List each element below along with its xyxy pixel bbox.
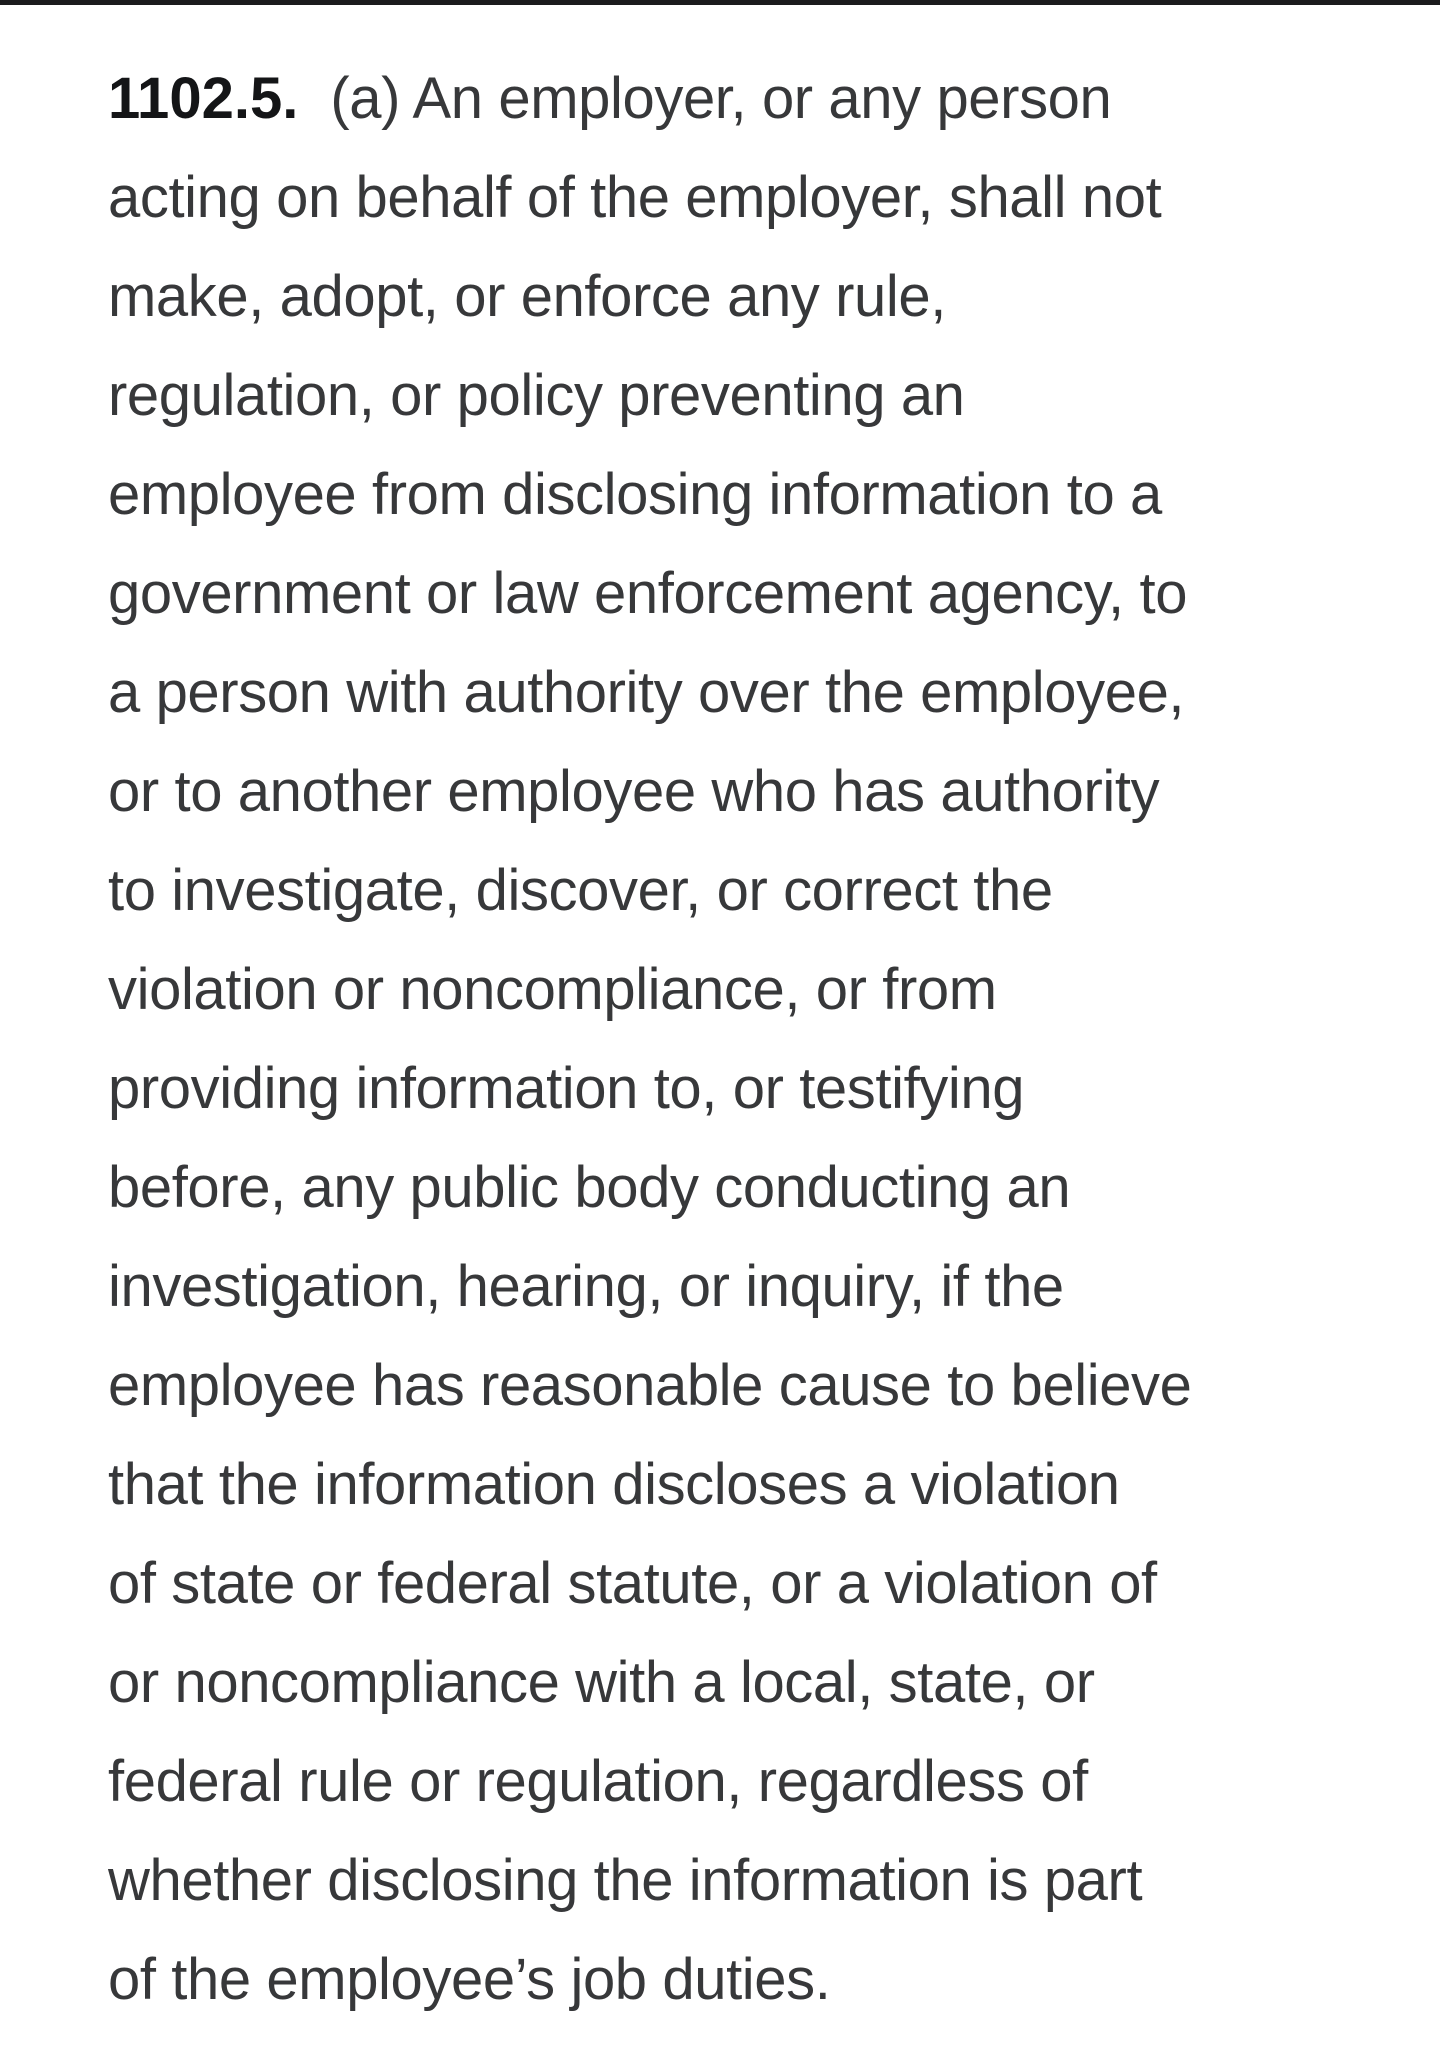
text-line: that the information discloses a violation: [108, 1452, 1120, 1517]
text-line: government or law enforcement agency, to: [108, 561, 1188, 626]
text-line: or to another employee who has authority: [108, 759, 1160, 824]
text-line: a person with authority over the employee,: [108, 660, 1185, 725]
text-line-first: [108, 49, 1436, 148]
section-number: 1102.5.: [108, 66, 299, 131]
text-line: before, any public body conducting an: [108, 1155, 1071, 1220]
text-line: acting on behalf of the employer, shall not: [108, 165, 1162, 230]
text-line: federal rule or regulation, regardless of: [108, 1749, 1088, 1814]
text-line: of the employee’s job duties.: [108, 1947, 831, 2012]
text-line: or noncompliance with a local, state, or: [108, 1650, 1095, 1715]
text-line: of state or federal statute, or a violation of: [108, 1551, 1157, 1616]
text-line: providing information to, or testifying: [108, 1056, 1025, 1121]
text-line: regulation, or policy preventing an: [108, 363, 965, 428]
text-line: make, adopt, or enforce any rule,: [108, 264, 946, 329]
text-line: employee from disclosing information to a: [108, 462, 1162, 527]
text-line: whether disclosing the information is part: [108, 1848, 1143, 1913]
text-line: employee has reasonable cause to believe: [108, 1353, 1192, 1418]
first-line-text: (a) An employer, or any person: [330, 66, 1112, 131]
text-line: investigation, hearing, or inquiry, if the: [108, 1254, 1064, 1319]
text-line: violation or noncompliance, or from: [108, 957, 997, 1022]
text-line: to investigate, discover, or correct the: [108, 858, 1053, 923]
statute-text: [0, 5, 1440, 2029]
